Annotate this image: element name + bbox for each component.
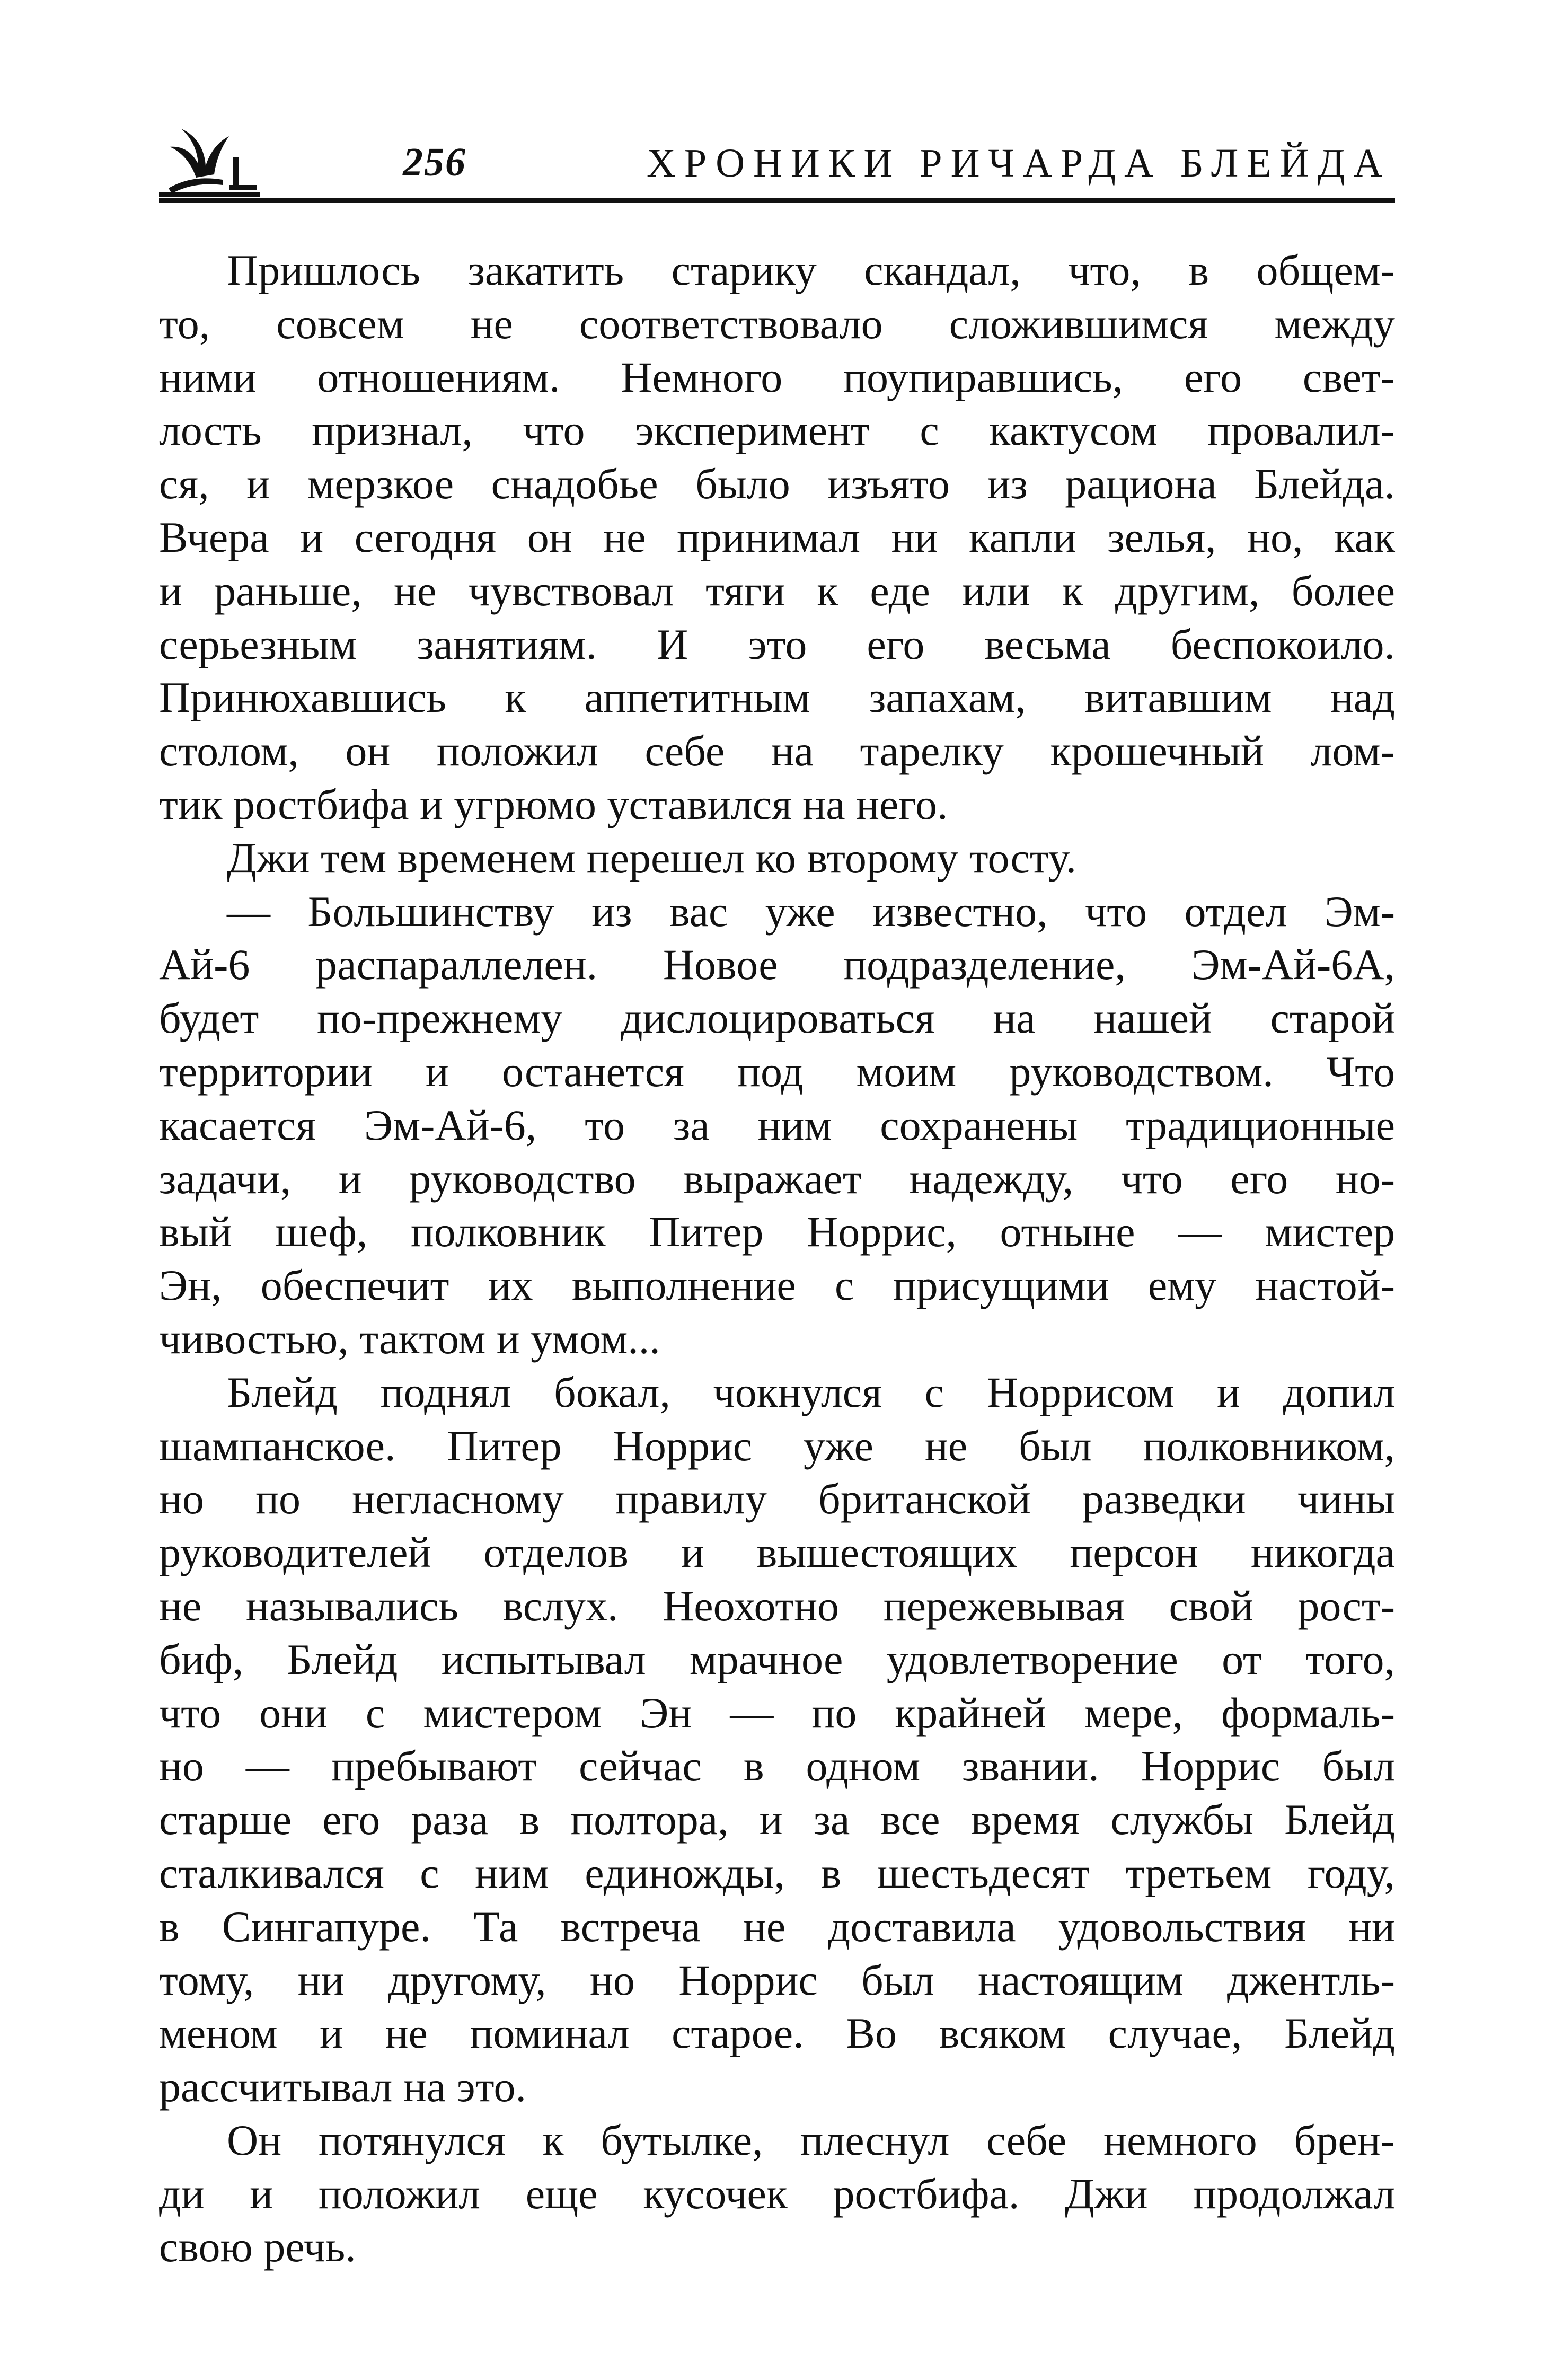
text-line: тому, ни другому, но Норрис был настоящим джентль- [159, 1955, 1395, 2004]
page-header [159, 109, 1395, 204]
running-title: ХРОНИКИ РИЧАРДА БЛЕЙДА [647, 141, 1391, 186]
text-line: территории и останется под моим руководством. Что [159, 1047, 1395, 1096]
header-rule [159, 198, 1395, 203]
text-line: Джи тем временем перешел ко второму тосту. [227, 833, 1076, 882]
text-line: тик ростбифа и угрюмо уставился на него. [159, 780, 948, 828]
text-line: но по негласному правилу британской разведки чины [159, 1475, 1395, 1523]
text-line: серьезным занятиям. И это его весьма беспокоило. [159, 620, 1395, 668]
text-line: Принюхавшись к аппетитным запахам, витавшим над [159, 673, 1395, 722]
text-line: Эн, обеспечит их выполнение с присущими ему настой- [159, 1261, 1395, 1310]
text-line: ними отношениям. Немного поупиравшись, его свет- [159, 352, 1395, 401]
text-line: будет по-прежнему дислоцироваться на нашей старой [159, 994, 1395, 1043]
text-line: то, совсем не соответствовало сложившимся между [159, 299, 1395, 348]
text-line: Блейд поднял бокал, чокнулся с Норрисом и допил [227, 1368, 1395, 1416]
text-line: чивостью, тактом и умом... [159, 1314, 660, 1363]
text-line: столом, он положил себе на тарелку крошечный лом- [159, 727, 1395, 775]
text-line: сталкивался с ним единожды, в шестьдесят третьем году, [159, 1848, 1395, 1897]
publisher-emblem-icon [159, 119, 260, 199]
text-line: касается Эм-Ай-6, то за ним сохранены традиционные [159, 1100, 1395, 1149]
text-line: рассчитывал на это. [159, 2062, 526, 2111]
text-line: Он потянулся к бутылке, плеснул себе немного брен- [227, 2115, 1395, 2164]
text-line: не назывались вслух. Неохотно пережевывая свой рост- [159, 1581, 1395, 1630]
text-line: — Большинству из вас уже известно, что отдел Эм- [227, 887, 1395, 936]
text-line: старше его раза в полтора, и за все время службы Блейд [159, 1795, 1395, 1844]
text-line: биф, Блейд испытывал мрачное удовлетворение от того, [159, 1635, 1395, 1683]
text-line: ся, и мерзкое снадобье было изъято из рациона Блейда. [159, 460, 1395, 508]
text-line: Вчера и сегодня он не принимал ни капли зелья, но, как [159, 513, 1395, 561]
text-line: и раньше, не чувствовал тяги к еде или к другим, более [159, 566, 1395, 615]
text-line: в Сингапуре. Та встреча не доставила удовольствия ни [159, 1902, 1395, 1951]
text-line: лость признал, что эксперимент с кактусом провалил- [159, 406, 1395, 455]
text-line: ди и положил еще кусочек ростбифа. Джи продолжал [159, 2169, 1395, 2218]
text-line: меном и не поминал старое. Во всяком случае, Блейд [159, 2009, 1395, 2058]
page-number: 256 [403, 140, 466, 184]
text-line: Ай-6 распараллелен. Новое подразделение, Эм-Ай-6А, [159, 940, 1395, 989]
text-line: задачи, и руководство выражает надежду, что его но- [159, 1154, 1395, 1203]
text-line: Пришлось закатить старику скандал, что, в общем- [227, 246, 1395, 294]
text-line: руководителей отделов и вышестоящих персон никогда [159, 1528, 1395, 1577]
text-line: вый шеф, полковник Питер Норрис, отныне — мистер [159, 1207, 1395, 1256]
text-line: что они с мистером Эн — по крайней мере, формаль- [159, 1688, 1395, 1737]
text-line: но — пребывают сейчас в одном звании. Норрис был [159, 1742, 1395, 1791]
text-line: свою речь. [159, 2223, 356, 2271]
text-line: шампанское. Питер Норрис уже не был полковником, [159, 1421, 1395, 1470]
body-text [159, 244, 1395, 2274]
